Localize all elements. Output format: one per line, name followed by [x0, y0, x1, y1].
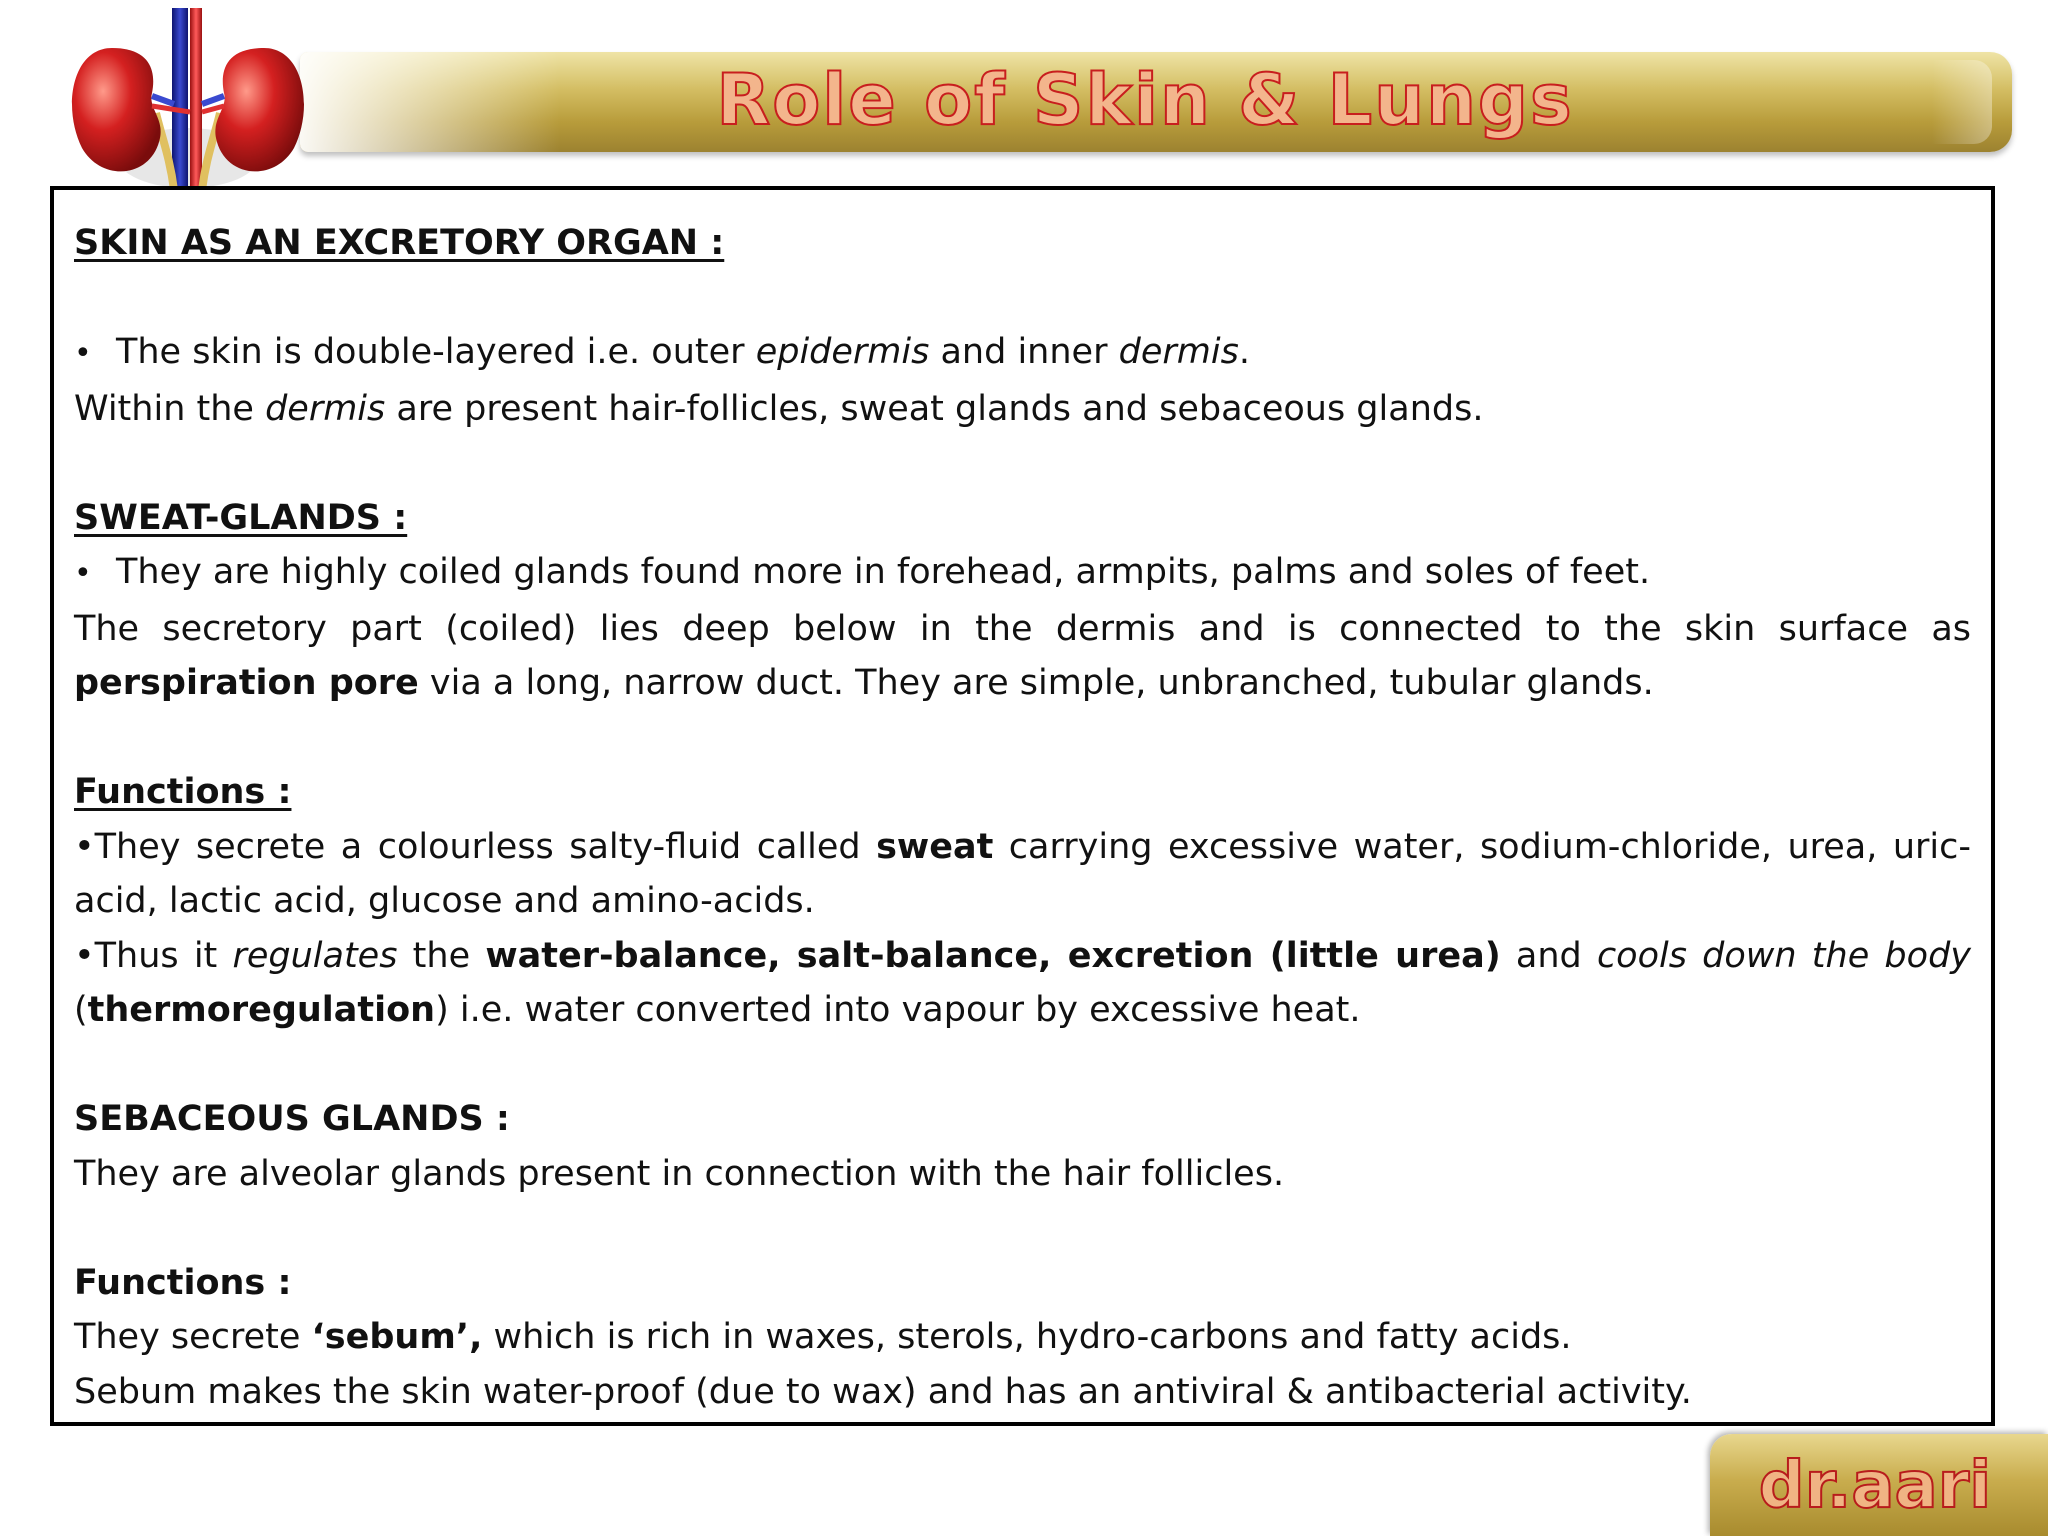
- text: and inner: [929, 332, 1119, 372]
- text: and: [1500, 935, 1597, 976]
- text: They are highly coiled glands found more in forehead, armpits, palms and soles of feet.: [116, 552, 1651, 592]
- term-cools-body: cools down the body: [1596, 935, 1971, 976]
- term-regulates: regulates: [232, 935, 398, 976]
- kidneys-icon: [52, 8, 324, 190]
- footer-brand: dr.aari: [1758, 1449, 1992, 1523]
- text: •Thus it: [74, 935, 233, 976]
- heading-sebaceous-glands: SEBACEOUS GLANDS :: [74, 1099, 510, 1139]
- term-sebum: ‘sebum’,: [311, 1317, 483, 1357]
- term-thermoregulation: thermoregulation: [87, 990, 436, 1030]
- text: Within the: [74, 388, 266, 429]
- text: The secretory part (coiled) lies deep below in the dermis and is connected to the skin surface as: [74, 608, 1971, 649]
- heading-skin-excretory: SKIN AS AN EXCRETORY ORGAN :: [74, 223, 725, 263]
- heading-sweat-glands: SWEAT-GLANDS :: [74, 497, 408, 538]
- term-sweat: sweat: [876, 826, 994, 867]
- text: (: [74, 990, 88, 1030]
- text: The skin is double-layered i.e. outer: [116, 332, 756, 372]
- text: .: [1238, 332, 1250, 372]
- term-epidermis: epidermis: [755, 332, 930, 372]
- sebaceous-description-text: They are alveolar glands present in connection with the hair follicles.: [74, 1153, 1285, 1194]
- content-box: [50, 186, 1995, 1426]
- sebum-secretion-text: [74, 1310, 1971, 1365]
- spacer: [74, 271, 1971, 326]
- text: via a long, narrow duct. They are simple, unbranched, tubular glands.: [418, 663, 1654, 703]
- slide-title: Role of Skin & Lungs: [716, 59, 1574, 141]
- bullet-icon: •: [74, 556, 92, 591]
- spacer: [74, 1201, 1971, 1256]
- term-balances: water-balance, salt-balance, excretion (little urea): [485, 935, 1501, 976]
- skin-layers-text: [74, 325, 1971, 382]
- term-perspiration-pore: perspiration pore: [74, 663, 419, 703]
- text: which is rich in waxes, sterols, hydro-carbons and fatty acids.: [482, 1317, 1572, 1357]
- sebum-function-text: Sebum makes the skin water-proof (due to wax) and has an antiviral & antibacterial activity.: [74, 1371, 1692, 1412]
- text: the: [397, 935, 486, 976]
- text: ) i.e. water converted into vapour by excessive heat.: [435, 990, 1361, 1030]
- text: •They secrete a colourless salty-fluid called: [74, 826, 877, 867]
- sweat-glands-structure-text: [74, 602, 1971, 711]
- text: are present hair-follicles, sweat glands and sebaceous glands.: [385, 388, 1484, 429]
- spacer: [74, 1038, 1971, 1093]
- sweat-function-regulation-text: [74, 929, 1971, 1038]
- sweat-glands-location-text: [74, 545, 1971, 602]
- dermis-contents-text: [74, 382, 1971, 437]
- text: carrying excessive water, sodium-chloride, urea, uric-acid, lactic acid, glucose and amino-acids.: [74, 826, 1971, 921]
- bullet-icon: •: [74, 336, 92, 371]
- term-dermis: dermis: [265, 388, 386, 429]
- sweat-function-secretion-text: [74, 820, 1971, 929]
- heading-functions-sebaceous: Functions :: [74, 1262, 292, 1303]
- spacer: [74, 436, 1971, 491]
- spacer: [74, 711, 1971, 766]
- term-dermis: dermis: [1118, 332, 1239, 372]
- text: They secrete: [74, 1317, 312, 1357]
- heading-functions-sweat: Functions :: [74, 772, 292, 812]
